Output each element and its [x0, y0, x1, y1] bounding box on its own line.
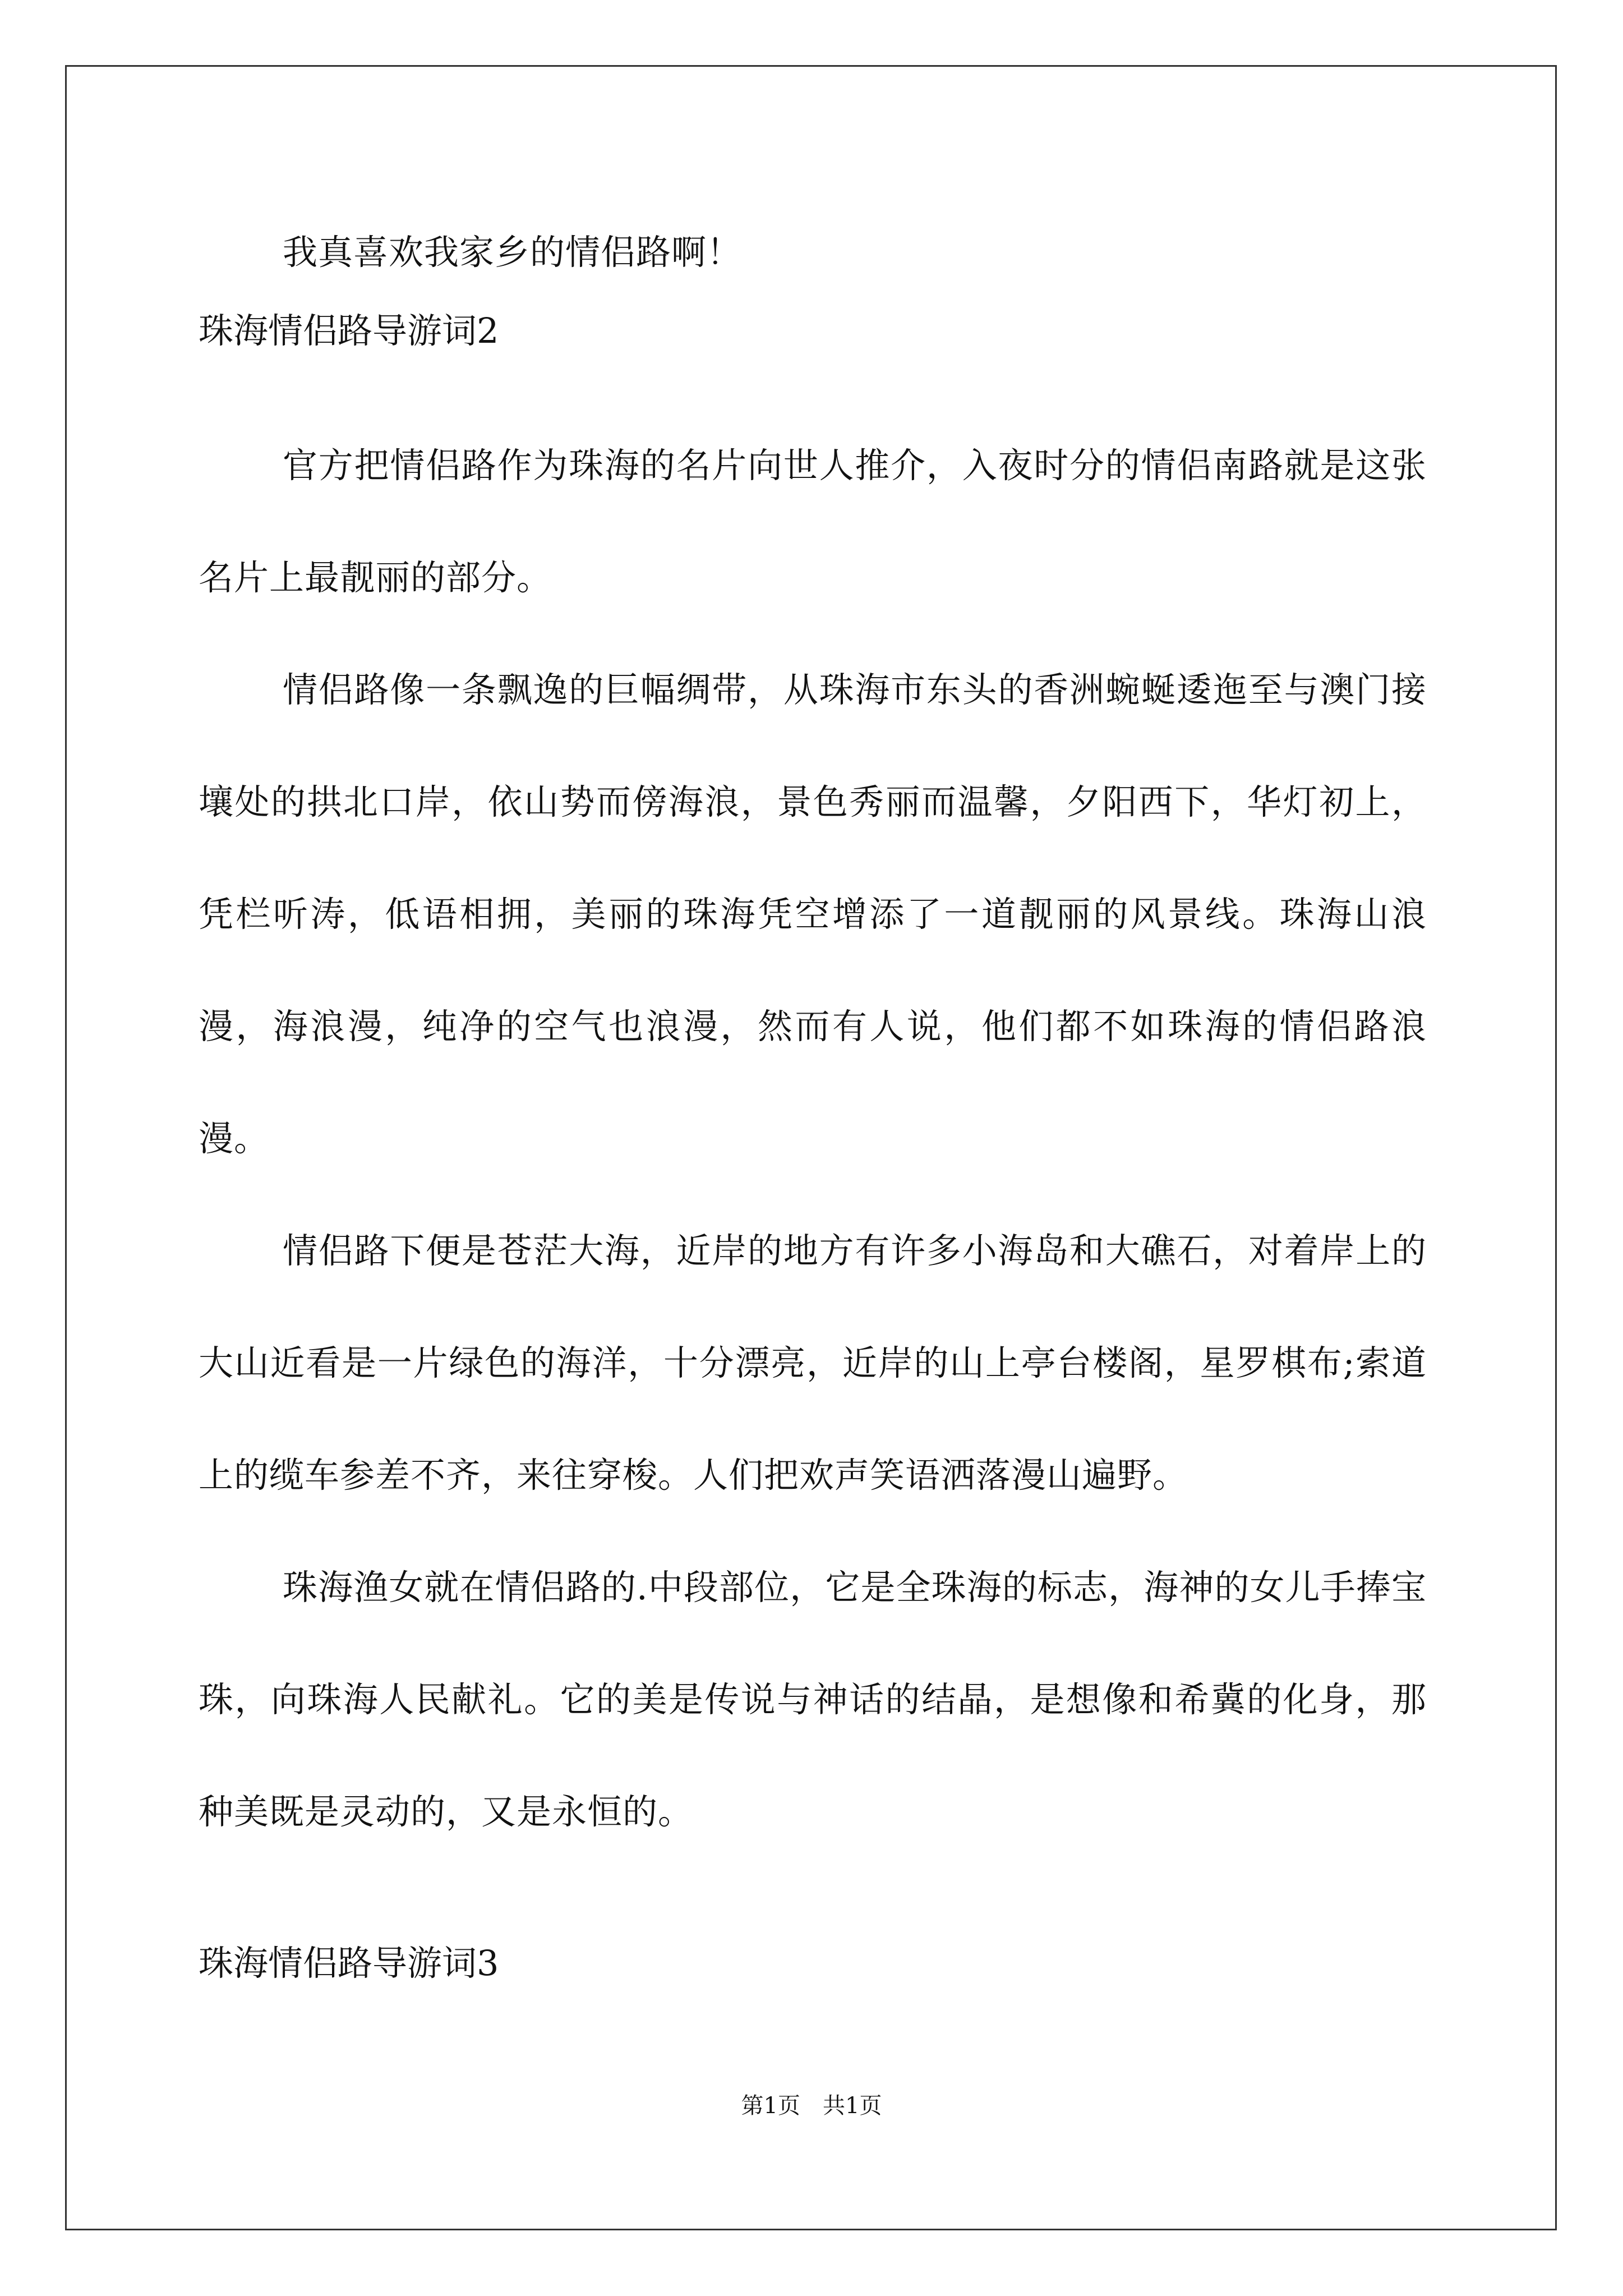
section-heading-3: 珠海情侣路导游词3: [199, 1943, 499, 1984]
page-number-footer: 第1页 共1页: [741, 2093, 882, 2119]
paragraph-fisher-girl: 珠海渔女就在情侣路的.中段部位，它是全珠海的标志，海神的女儿手捧宝珠，向珠海人民献礼。它的美是传说与神话的结晶，是想像和希冀的化身，那种美既是灵动的，又是永恒的。: [199, 1567, 1427, 1832]
paragraph-scenery: 情侣路下便是苍茫大海，近岸的地方有许多小海岛和大礁石，对着岸上的大山近看是一片绿色的海洋，十分漂亮，近岸的山上亭台楼阁，星罗棋布;索道上的缆车参差不齐，来往穿梭。人们把欢声笑语洒落漫山遍野。: [199, 1230, 1427, 1496]
paragraph-intro: 官方把情侣路作为珠海的名片向世人推介，入夜时分的情侣南路就是这张名片上最靓丽的部分。: [199, 445, 1427, 598]
section-heading-2: 珠海情侣路导游词2: [199, 310, 499, 351]
paragraph-description: 情侣路像一条飘逸的巨幅绸带，从珠海市东头的香洲蜿蜒逶迤至与澳门接壤处的拱北口岸，依山势而傍海浪，景色秀丽而温馨，夕阳西下，华灯初上，凭栏听涛，低语相拥，美丽的珠海凭空增添了一道靓丽的风景线。珠海山浪漫，海浪漫，纯净的空气也浪漫，然而有人说，他们都不如珠海的情侣路浪漫。: [199, 669, 1427, 1159]
paragraph-closing: 我真喜欢我家乡的情侣路啊！: [283, 232, 743, 273]
